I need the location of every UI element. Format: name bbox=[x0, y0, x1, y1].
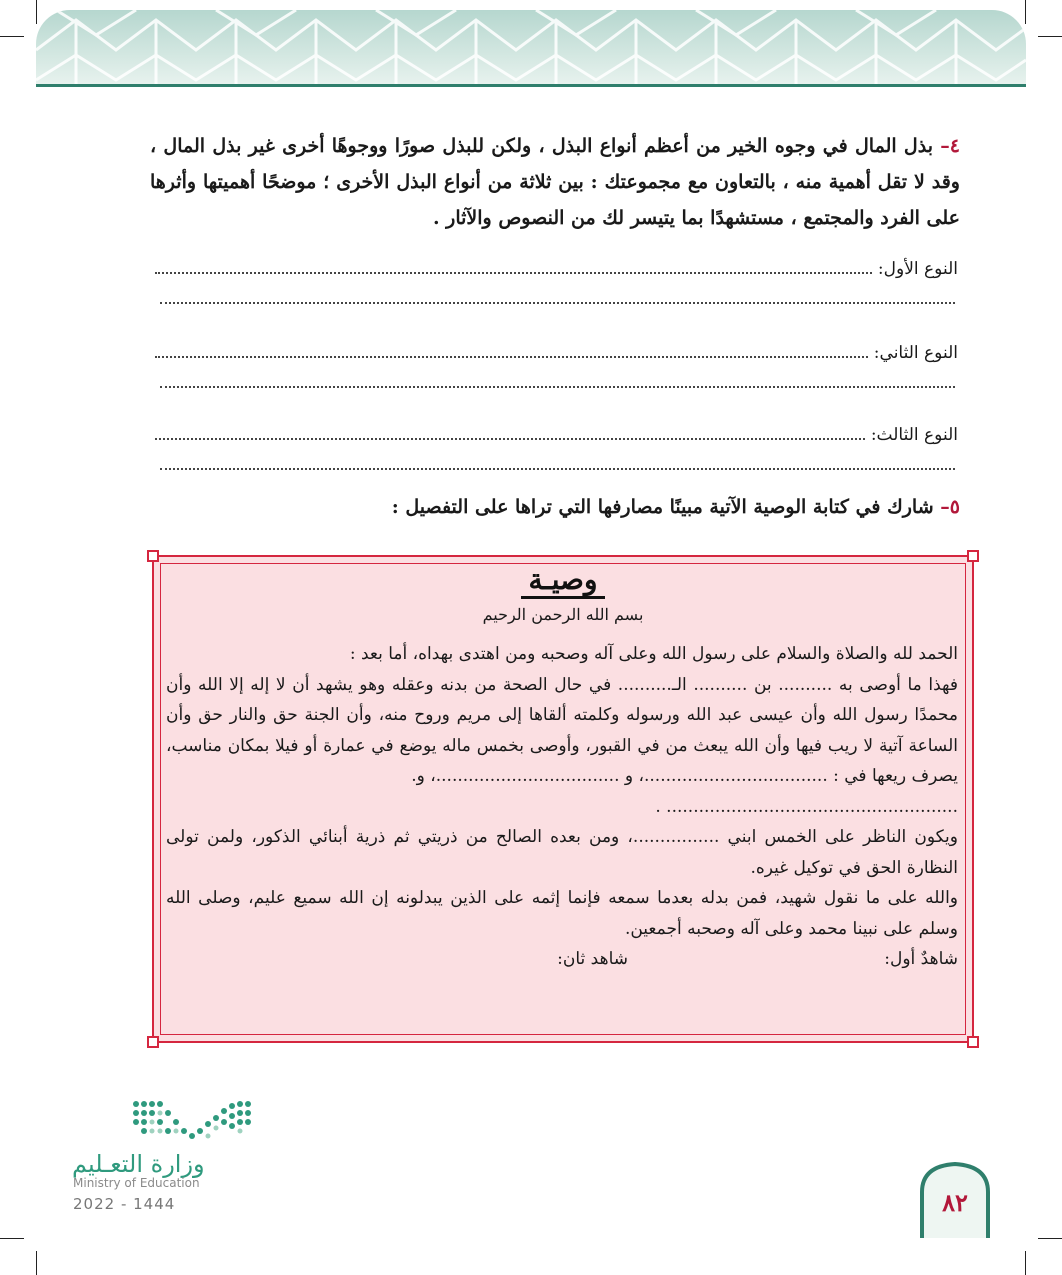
ministry-name-english: Ministry of Education bbox=[73, 1176, 200, 1190]
crop-mark bbox=[1025, 1251, 1026, 1275]
header-rule bbox=[36, 84, 1026, 87]
will-line[interactable]: ...................................................... . bbox=[655, 796, 958, 817]
will-line[interactable]: فهذا ما أوصى به .......... بن .......... الـ.......... في حال الصحة من بدنه وعقله وهو يشهد أن لا إله إلا الله وأن محمدًا رسول الله وأن عيسى عبد الله ورسوله وكلمته ألقاها إلى مريم وروح منه، وأن الجنة حق والنار حق وأن الساعة آتية لا ريب فيها وأن الله يبعث من في القبور، وأوصى بخمس ماله يوضع في عمارة أو فيلا بمكان مناسب، يصرف ريعها في : ..................................، و ..................................، و. bbox=[166, 674, 958, 786]
geometric-pattern bbox=[36, 10, 1026, 84]
question-5-number: ٥– bbox=[940, 496, 960, 518]
will-line[interactable]: ويكون الناظر على الخمس ابني ................، ومن بعده الصالح من ذريتي ثم ذرية أبنائي الذكور، ولمن تولى النظارة الحق في توكيل غيره. bbox=[166, 827, 958, 878]
answer-dotted-line[interactable] bbox=[155, 258, 872, 274]
answer-label: النوع الأول: bbox=[877, 259, 958, 279]
page-number: ٨٢ bbox=[942, 1188, 968, 1217]
witness-first[interactable]: شاهدٌ أول: bbox=[884, 949, 958, 969]
question-4-text: بذل المال في وجوه الخير من أعظم أنواع البذل ، ولكن للبذل صورًا ووجوهًا أخرى غير بذل المال ، وقد لا تقل أهمية منه ، بالتعاون مع مجموعتك : بين ثلاثة من أنواع البذل الأخرى ؛ موضحًا أهميتها وأثرها على الفرد والمجتمع ، مستشهدًا بما يتيسر لك من النصوص والآثار . bbox=[150, 135, 960, 229]
crop-mark bbox=[36, 1251, 37, 1275]
answer-dotted-line[interactable] bbox=[155, 424, 865, 440]
witness-second[interactable]: شاهد ثان: bbox=[557, 949, 628, 969]
crop-mark bbox=[1038, 36, 1062, 37]
page-number-badge bbox=[918, 1162, 992, 1238]
will-title: وصيـة bbox=[154, 563, 972, 596]
answer-dotted-line[interactable] bbox=[155, 342, 868, 358]
will-body bbox=[166, 639, 958, 975]
ministry-logo-icon bbox=[70, 1096, 260, 1150]
frame-corner bbox=[967, 550, 979, 562]
frame-corner bbox=[147, 1036, 159, 1048]
question-4 bbox=[150, 128, 960, 236]
crop-mark bbox=[1038, 1238, 1062, 1239]
will-line: الحمد لله والصلاة والسلام على رسول الله وعلى آله وصحبه ومن اهتدى بهداه، أما بعد : bbox=[349, 644, 958, 664]
answer-label: النوع الثاني: bbox=[873, 343, 958, 363]
question-5-text: شارك في كتابة الوصية الآتية مبينًا مصارفها التي تراها على التفصيل : bbox=[391, 496, 934, 518]
ministry-name-arabic: وزارة التعـليم bbox=[72, 1150, 205, 1178]
witness-row bbox=[166, 944, 958, 975]
frame-corner bbox=[967, 1036, 979, 1048]
answer-label: النوع الثالث: bbox=[870, 425, 958, 445]
header-pattern-banner bbox=[36, 10, 1026, 84]
ministry-year: 2022 - 1444 bbox=[73, 1195, 176, 1213]
answer-dotted-line[interactable] bbox=[160, 300, 955, 304]
frame-corner bbox=[147, 550, 159, 562]
basmala: بسم الله الرحمن الرحيم bbox=[482, 605, 644, 624]
answer-dotted-line[interactable] bbox=[160, 384, 955, 388]
question-4-number: ٤– bbox=[940, 135, 960, 157]
answer-row-second[interactable] bbox=[155, 342, 958, 363]
will-box bbox=[152, 555, 974, 1043]
question-5 bbox=[300, 496, 960, 518]
crop-mark bbox=[0, 1238, 24, 1239]
answer-dotted-line[interactable] bbox=[160, 466, 955, 470]
answer-row-first[interactable] bbox=[155, 258, 958, 279]
crop-mark bbox=[0, 36, 24, 37]
will-line: والله على ما نقول شهيد، فمن بدله بعدما سمعه فإنما إثمه على الذين يبدلونه إن الله سميع عليم، وصلى الله وسلم على نبينا محمد وعلى آله وصحبه أجمعين. bbox=[166, 888, 958, 939]
answer-row-third[interactable] bbox=[155, 424, 958, 445]
